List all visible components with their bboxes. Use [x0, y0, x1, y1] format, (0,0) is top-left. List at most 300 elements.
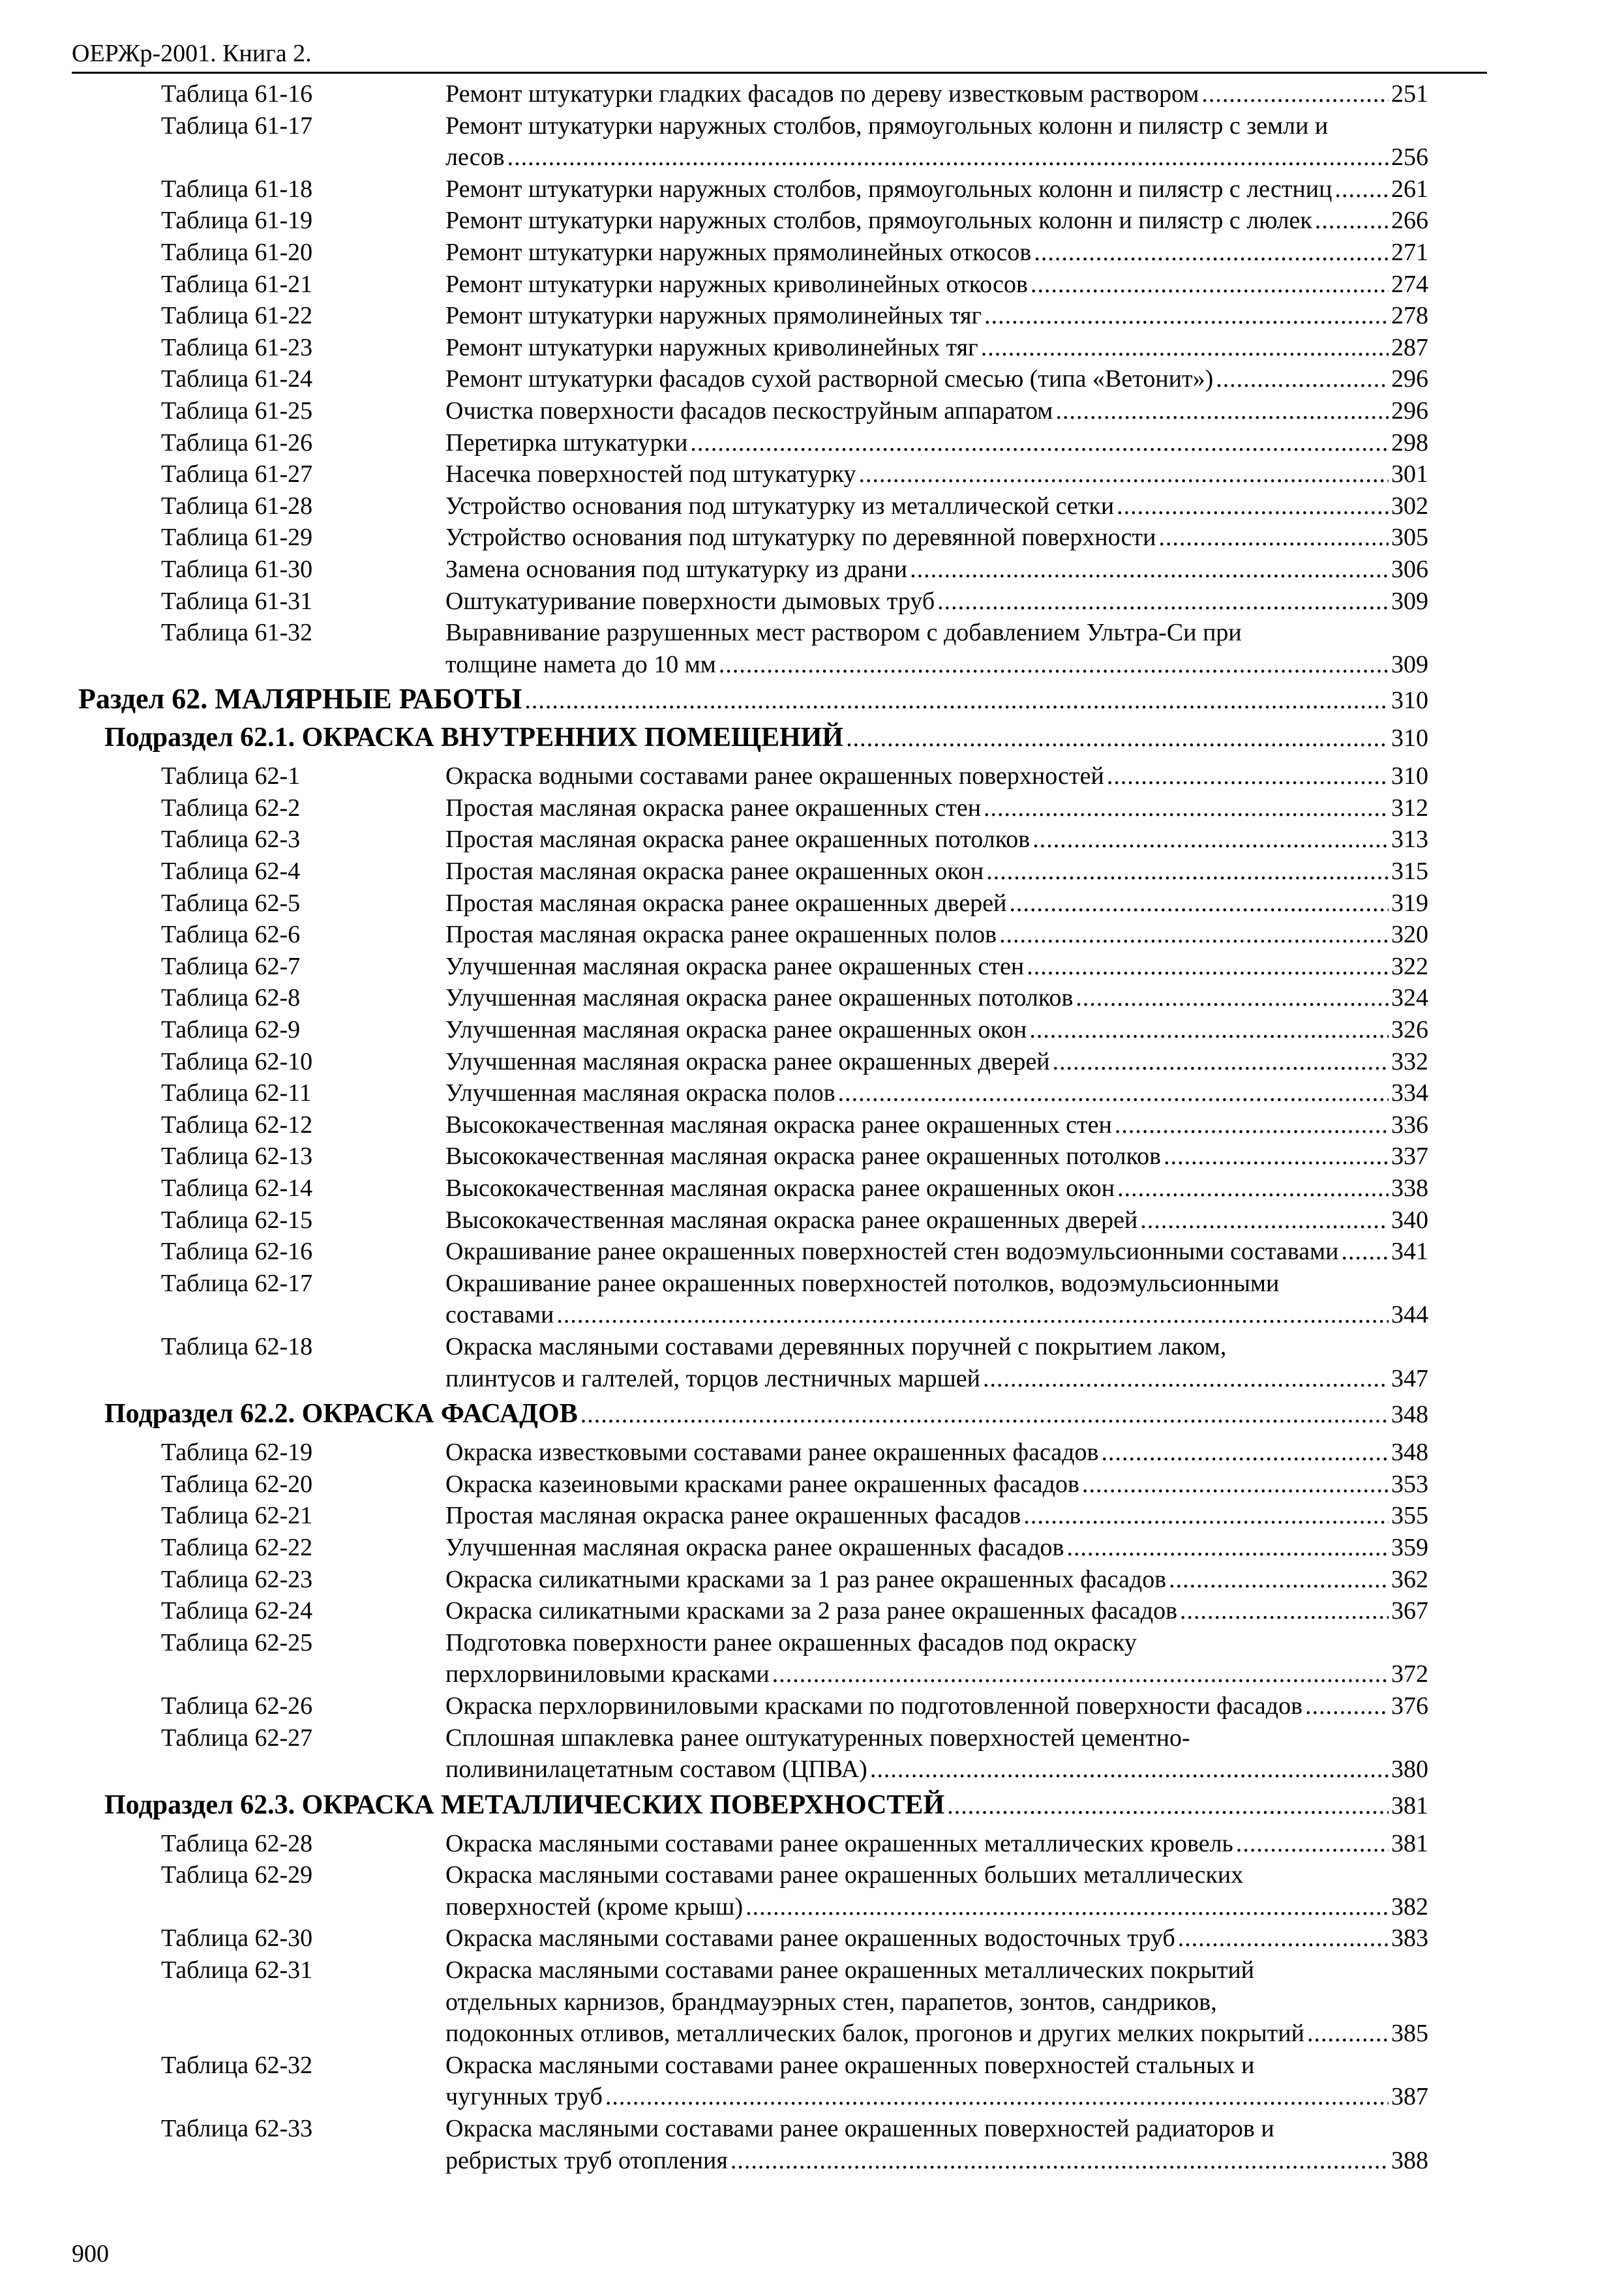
- title-text: Ремонт штукатурки наружных столбов, прямоугольных колонн и пилястр с люлек: [445, 207, 1312, 235]
- table-of-contents: [0, 78, 1624, 2176]
- title-line: [445, 617, 1428, 649]
- table-label: Таблица 62-24: [161, 1597, 313, 1625]
- toc-row: [0, 1469, 1624, 1501]
- table-title: [445, 586, 1428, 618]
- toc-row: [0, 1922, 1624, 1954]
- page-ref: 385: [1391, 2020, 1428, 2048]
- page-ref: 306: [1391, 555, 1428, 583]
- title-line: [445, 888, 1428, 920]
- table-title: [445, 269, 1428, 301]
- title-text: лесов: [445, 143, 505, 172]
- table-label: Таблица 62-18: [161, 1332, 313, 1360]
- table-title: [445, 1046, 1428, 1078]
- page-ref: 310: [1391, 725, 1428, 753]
- page-ref: 315: [1391, 858, 1428, 886]
- dot-leader: [524, 683, 1389, 718]
- title-line: [445, 554, 1428, 586]
- dot-leader: [1082, 1469, 1389, 1501]
- title-text: Устройство основания под штукатурку из металлической сетки: [445, 492, 1115, 520]
- table-title: [445, 951, 1428, 983]
- title-text: Подготовка поверхности ранее окрашенных фасадов под окраску: [445, 1628, 1137, 1656]
- toc-row: [0, 1109, 1624, 1141]
- table-label: Таблица 62-8: [161, 984, 301, 1012]
- table-title: [445, 1828, 1428, 1860]
- dot-leader: [1216, 363, 1389, 395]
- table-label: Таблица 61-24: [161, 365, 313, 393]
- title-text: Перетирка штукатурки: [445, 428, 688, 456]
- table-label: Таблица 62-10: [161, 1047, 313, 1075]
- table-label: Таблица 62-16: [161, 1238, 313, 1266]
- table-title: [445, 1859, 1428, 1922]
- table-title: [445, 1690, 1428, 1722]
- title-text: Высококачественная масляная окраска ранее окрашенных потолков: [445, 1143, 1162, 1171]
- table-title: [445, 78, 1428, 110]
- dot-leader: [981, 332, 1389, 364]
- page-ref: 261: [1391, 175, 1428, 203]
- toc-row: [0, 951, 1624, 983]
- title-line: [445, 1299, 1428, 1331]
- title-text: Окраска масляными составами ранее окрашенных металлических кровель: [445, 1829, 1233, 1857]
- table-label: Таблица 61-21: [161, 270, 313, 298]
- title-text: Улучшенная масляная окраска ранее окрашенных дверей: [445, 1047, 1050, 1075]
- title-text: Оштукатуривание поверхности дымовых труб: [445, 587, 935, 615]
- page-ref: 348: [1391, 1401, 1428, 1429]
- title-text: Ремонт штукатурки фасадов сухой растворной смесью (типа «Ветонит»): [445, 365, 1214, 393]
- running-header: [72, 38, 1487, 74]
- dot-leader: [556, 1299, 1389, 1331]
- toc-row: [0, 1627, 1624, 1690]
- title-line: [445, 1532, 1428, 1564]
- title-line: [445, 395, 1428, 427]
- toc-row: [0, 427, 1624, 459]
- title-line: [445, 1046, 1428, 1078]
- title-line: [445, 458, 1428, 490]
- page-ref: 298: [1391, 428, 1428, 456]
- title-text: Окраска перхлорвиниловыми красками по подготовленной поверхности фасадов: [445, 1692, 1303, 1720]
- toc-row: [0, 490, 1624, 522]
- table-title: [445, 1077, 1428, 1109]
- table-label: Таблица 62-9: [161, 1016, 301, 1044]
- page-ref: 340: [1391, 1206, 1428, 1234]
- table-label: Таблица 62-7: [161, 952, 301, 980]
- dot-leader: [947, 1789, 1389, 1823]
- title-text: Простая масляная окраска ранее окрашенных фасадов: [445, 1502, 1021, 1530]
- title-line: [445, 2113, 1428, 2145]
- table-title: [445, 824, 1428, 856]
- dot-leader: [1341, 1236, 1389, 1268]
- dot-leader: [605, 2081, 1389, 2113]
- title-line: [445, 1363, 1428, 1395]
- title-line: [445, 1658, 1428, 1690]
- table-title: [445, 1469, 1428, 1501]
- dot-leader: [838, 1077, 1389, 1109]
- toc-row: [0, 617, 1624, 680]
- dot-leader: [1030, 269, 1389, 301]
- title-text: отдельных карнизов, брандмауэрных стен, парапетов, зонтов, сандриков,: [445, 1988, 1217, 2016]
- toc-row: [0, 919, 1624, 951]
- page-ref: 381: [1391, 1791, 1428, 1819]
- toc-row: [0, 2113, 1624, 2176]
- table-label: Таблица 62-6: [161, 921, 301, 949]
- table-title: [445, 300, 1428, 332]
- table-title: [445, 1331, 1428, 1394]
- toc-row: [0, 173, 1624, 205]
- table-label: Таблица 62-30: [161, 1924, 313, 1952]
- page-ref: 305: [1391, 524, 1428, 552]
- page-ref: 310: [1391, 687, 1428, 715]
- dot-leader: [983, 1363, 1389, 1395]
- running-title: ОЕРЖр-2001. Книга 2.: [72, 40, 312, 67]
- toc-row: [0, 78, 1624, 110]
- title-text: Выравнивание разрушенных мест раствором с добавлением Ультра-Си при: [445, 619, 1242, 647]
- title-line: [445, 522, 1428, 554]
- table-title: [445, 1595, 1428, 1627]
- page-ref: 309: [1391, 587, 1428, 615]
- table-title: [445, 1437, 1428, 1469]
- dot-leader: [937, 586, 1389, 618]
- table-title: [445, 554, 1428, 586]
- dot-leader: [1075, 982, 1389, 1014]
- table-title: [445, 237, 1428, 269]
- dot-leader: [1023, 1500, 1389, 1532]
- title-text: Простая масляная окраска ранее окрашенных дверей: [445, 889, 1007, 917]
- table-label: Таблица 62-26: [161, 1692, 313, 1720]
- toc-row: [0, 1532, 1624, 1564]
- page-ref: 355: [1391, 1502, 1428, 1530]
- title-text: Простая масляная окраска ранее окрашенных полов: [445, 921, 997, 949]
- subsection-heading: [104, 721, 1428, 755]
- table-label: Таблица 61-27: [161, 460, 313, 488]
- title-text: Ремонт штукатурки наружных криволинейных тяг: [445, 333, 978, 361]
- table-label: Таблица 62-5: [161, 889, 301, 917]
- toc-row: [0, 2050, 1624, 2113]
- table-title: [445, 1141, 1428, 1173]
- table-title: [445, 1173, 1428, 1204]
- table-title: [445, 617, 1428, 680]
- title-line: [445, 1954, 1428, 1986]
- title-text: Улучшенная масляная окраска полов: [445, 1079, 835, 1107]
- title-line: [445, 2081, 1428, 2113]
- toc-row: [0, 1173, 1624, 1204]
- title-text: Высококачественная масляная окраска ранее окрашенных стен: [445, 1111, 1112, 1139]
- table-title: [445, 173, 1428, 205]
- page-ref: 251: [1391, 80, 1428, 108]
- table-title: [445, 1014, 1428, 1046]
- page-ref: 334: [1391, 1079, 1428, 1107]
- page-ref: 296: [1391, 396, 1428, 425]
- toc-row: [0, 1331, 1624, 1394]
- page-ref: 296: [1391, 365, 1428, 393]
- dot-leader: [1107, 760, 1389, 792]
- toc-row: [0, 1077, 1624, 1109]
- table-label: Таблица 62-11: [161, 1079, 312, 1107]
- title-text: поливинилацетатным составом (ЦПВА): [445, 1756, 867, 1784]
- dot-leader: [690, 427, 1389, 459]
- page-ref: 347: [1391, 1364, 1428, 1392]
- title-line: [445, 1986, 1428, 2018]
- table-title: [445, 760, 1428, 792]
- title-text: Улучшенная масляная окраска ранее окрашенных стен: [445, 952, 1025, 980]
- title-line: [445, 1922, 1428, 1954]
- title-text: толщине намета до 10 мм: [445, 650, 716, 678]
- table-label: Таблица 62-19: [161, 1439, 313, 1467]
- title-text: Ремонт штукатурки наружных прямолинейных откосов: [445, 238, 1032, 266]
- title-line: [445, 1828, 1428, 1860]
- title-text: Окрашивание ранее окрашенных поверхностей стен водоэмульсионными составами: [445, 1238, 1339, 1266]
- title-line: [445, 919, 1428, 951]
- title-line: [445, 1141, 1428, 1173]
- toc-row: [0, 237, 1624, 269]
- toc-row: [0, 522, 1624, 554]
- toc-row: [0, 1828, 1624, 1860]
- page-ref: 309: [1391, 650, 1428, 678]
- page-ref: 387: [1391, 2083, 1428, 2111]
- page-ref: 310: [1391, 762, 1428, 790]
- section-heading: [78, 681, 1428, 718]
- toc-row: [0, 888, 1624, 920]
- title-text: Высококачественная масляная окраска ранее окрашенных дверей: [445, 1206, 1138, 1234]
- table-title: [445, 110, 1428, 173]
- dot-leader: [1201, 78, 1389, 110]
- dot-leader: [719, 649, 1389, 681]
- dot-leader: [1034, 237, 1389, 269]
- dot-leader: [846, 721, 1389, 755]
- toc-row: [0, 1204, 1624, 1236]
- table-label: Таблица 62-15: [161, 1206, 313, 1234]
- toc-row: [0, 1595, 1624, 1627]
- title-text: Ремонт штукатурки наружных столбов, прямоугольных колонн и пилястр с лестниц: [445, 175, 1332, 203]
- table-title: [445, 1204, 1428, 1236]
- dot-leader: [1178, 1922, 1389, 1954]
- title-line: [445, 1859, 1428, 1891]
- title-text: Ремонт штукатурки наружных криволинейных откосов: [445, 270, 1028, 298]
- title-text: поверхностей (кроме крыш): [445, 1893, 744, 1921]
- page-ref: 344: [1391, 1301, 1428, 1329]
- dot-leader: [1029, 1014, 1389, 1046]
- page-ref: 383: [1391, 1924, 1428, 1952]
- page-ref: 362: [1391, 1565, 1428, 1593]
- table-title: [445, 2050, 1428, 2113]
- title-line: [445, 1595, 1428, 1627]
- table-title: [445, 1922, 1428, 1954]
- title-line: [445, 142, 1428, 173]
- dot-leader: [1334, 173, 1389, 205]
- dot-leader: [1115, 1109, 1389, 1141]
- title-text: Улучшенная масляная окраска ранее окрашенных фасадов: [445, 1533, 1064, 1561]
- page-ref: 326: [1391, 1016, 1428, 1044]
- title-text: Очистка поверхности фасадов пескоструйным аппаратом: [445, 396, 1053, 425]
- title-line: [445, 649, 1428, 681]
- table-label: Таблица 62-2: [161, 794, 301, 822]
- table-title: [445, 2113, 1428, 2176]
- page-ref: 348: [1391, 1439, 1428, 1467]
- table-title: [445, 856, 1428, 888]
- page-ref: 312: [1391, 794, 1428, 822]
- table-label: Таблица 62-4: [161, 858, 301, 886]
- toc-row: [0, 1500, 1624, 1532]
- page-ref: 320: [1391, 921, 1428, 949]
- dot-leader: [1158, 522, 1389, 554]
- table-label: Таблица 62-31: [161, 1956, 313, 1984]
- title-line: [445, 1564, 1428, 1596]
- toc-row: [0, 1141, 1624, 1173]
- title-line: [445, 1236, 1428, 1268]
- page-ref: 353: [1391, 1470, 1428, 1498]
- toc-row: [0, 269, 1624, 301]
- page-ref: 338: [1391, 1174, 1428, 1202]
- title-text: Улучшенная масляная окраска ранее окрашенных потолков: [445, 984, 1074, 1012]
- title-line: [445, 237, 1428, 269]
- title-line: [445, 269, 1428, 301]
- title-line: [445, 490, 1428, 522]
- table-title: [445, 1500, 1428, 1532]
- title-text: Окраска масляными составами ранее окрашенных поверхностей радиаторов и: [445, 2115, 1274, 2143]
- title-text: Устройство основания под штукатурку по деревянной поверхности: [445, 524, 1156, 552]
- toc-row: [0, 110, 1624, 173]
- title-line: [445, 173, 1428, 205]
- page-ref: 287: [1391, 333, 1428, 361]
- toc-row: [0, 1564, 1624, 1596]
- page-ref: 372: [1391, 1660, 1428, 1688]
- table-label: Таблица 62-12: [161, 1111, 313, 1139]
- title-text: Окраска масляными составами ранее окрашенных металлических покрытий: [445, 1956, 1255, 1984]
- toc-row: [0, 205, 1624, 237]
- toc-row: [0, 1014, 1624, 1046]
- dot-leader: [870, 1754, 1389, 1786]
- table-label: Таблица 62-22: [161, 1533, 313, 1561]
- page-ref: 332: [1391, 1047, 1428, 1075]
- toc-row: [0, 1954, 1624, 2050]
- page-ref: 359: [1391, 1533, 1428, 1561]
- table-title: [445, 332, 1428, 364]
- table-label: Таблица 61-16: [161, 80, 313, 108]
- table-title: [445, 1564, 1428, 1596]
- title-text: Окраска масляными составами ранее окрашенных водосточных труб: [445, 1924, 1175, 1952]
- heading-text: Раздел 62. МАЛЯРНЫЕ РАБОТЫ: [78, 683, 522, 715]
- page-ref: 301: [1391, 460, 1428, 488]
- title-text: Насечка поверхностей под штукатурку: [445, 460, 856, 488]
- title-line: [445, 1437, 1428, 1469]
- table-title: [445, 363, 1428, 395]
- dot-leader: [1066, 1532, 1389, 1564]
- dot-leader: [859, 458, 1389, 490]
- table-title: [445, 919, 1428, 951]
- dot-leader: [1032, 824, 1389, 856]
- title-text: Высококачественная масляная окраска ранее окрашенных окон: [445, 1174, 1115, 1202]
- toc-row: [0, 1268, 1624, 1331]
- dot-leader: [1117, 490, 1389, 522]
- toc-row: [0, 824, 1624, 856]
- table-title: [445, 205, 1428, 237]
- dot-leader: [507, 142, 1389, 173]
- page-ref: 324: [1391, 984, 1428, 1012]
- table-title: [445, 1236, 1428, 1268]
- title-line: [445, 2050, 1428, 2082]
- page-ref: 274: [1391, 270, 1428, 298]
- table-label: Таблица 61-31: [161, 587, 313, 615]
- page-ref: 313: [1391, 826, 1428, 854]
- title-text: Ремонт штукатурки гладких фасадов по дереву известковым раствором: [445, 80, 1199, 108]
- toc-row: [0, 760, 1624, 792]
- table-label: Таблица 61-19: [161, 207, 313, 235]
- toc-row: [0, 458, 1624, 490]
- title-line: [445, 1014, 1428, 1046]
- dot-leader: [1315, 205, 1389, 237]
- subsection-heading: [104, 1788, 1428, 1823]
- title-line: [445, 1077, 1428, 1109]
- title-line: [445, 205, 1428, 237]
- title-line: [445, 1891, 1428, 1923]
- title-line: [445, 824, 1428, 856]
- subsection-heading: [104, 1397, 1428, 1431]
- title-line: [445, 427, 1428, 459]
- page-ref: 380: [1391, 1756, 1428, 1784]
- page-ref: 382: [1391, 1893, 1428, 1921]
- toc-row: [0, 395, 1624, 427]
- dot-leader: [1169, 1564, 1389, 1596]
- title-line: [445, 1268, 1428, 1300]
- toc-row: [0, 1722, 1624, 1786]
- dot-leader: [1180, 1595, 1389, 1627]
- title-line: [445, 1500, 1428, 1532]
- table-label: Таблица 61-17: [161, 112, 313, 140]
- page-ref: 302: [1391, 492, 1428, 520]
- toc-row: [0, 1859, 1624, 1922]
- dot-leader: [1236, 1828, 1389, 1860]
- title-text: ребристых труб отопления: [445, 2146, 728, 2174]
- page-ref: 376: [1391, 1692, 1428, 1720]
- title-line: [445, 982, 1428, 1014]
- table-label: Таблица 62-28: [161, 1829, 313, 1857]
- dot-leader: [1164, 1141, 1389, 1173]
- dot-leader: [745, 1891, 1389, 1923]
- title-line: [445, 1173, 1428, 1204]
- toc-row: [0, 332, 1624, 364]
- page-ref: 337: [1391, 1143, 1428, 1171]
- page-ref: 278: [1391, 302, 1428, 330]
- page-ref: 336: [1391, 1111, 1428, 1139]
- table-label: Таблица 62-32: [161, 2051, 313, 2079]
- page-ref: 319: [1391, 889, 1428, 917]
- dot-leader: [580, 1398, 1389, 1431]
- table-title: [445, 1627, 1428, 1690]
- table-label: Таблица 62-13: [161, 1143, 313, 1171]
- heading-text: Подраздел 62.2. ОКРАСКА ФАСАДОВ: [104, 1399, 578, 1429]
- title-line: [445, 110, 1428, 142]
- dot-leader: [1307, 2018, 1389, 2050]
- dot-leader: [1053, 1046, 1389, 1078]
- dot-leader: [986, 856, 1389, 888]
- page-ref: 322: [1391, 952, 1428, 980]
- dot-leader: [772, 1658, 1389, 1690]
- title-line: [445, 1722, 1428, 1754]
- table-label: Таблица 62-33: [161, 2115, 313, 2143]
- table-title: [445, 792, 1428, 824]
- table-label: Таблица 61-29: [161, 524, 313, 552]
- table-title: [445, 522, 1428, 554]
- toc-row: [0, 1236, 1624, 1268]
- toc-row: [0, 1046, 1624, 1078]
- table-title: [445, 1954, 1428, 2050]
- title-text: составами: [445, 1301, 554, 1329]
- table-label: Таблица 62-17: [161, 1269, 313, 1297]
- title-text: чугунных труб: [445, 2083, 603, 2111]
- title-line: [445, 856, 1428, 888]
- title-text: Окраска силикатными красками за 2 раза ранее окрашенных фасадов: [445, 1597, 1178, 1625]
- title-text: Простая масляная окраска ранее окрашенных потолков: [445, 826, 1030, 854]
- toc-row: [0, 1690, 1624, 1722]
- table-label: Таблица 61-23: [161, 333, 313, 361]
